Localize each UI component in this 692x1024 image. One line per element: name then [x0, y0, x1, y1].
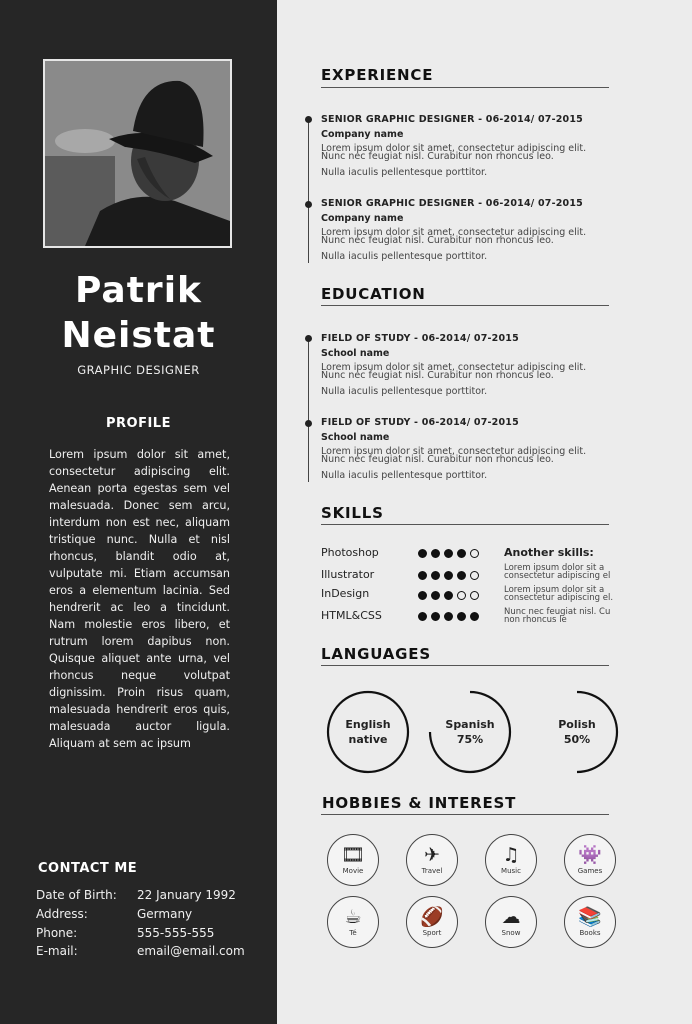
experience-heading: EXPERIENCE [321, 66, 434, 84]
school-name: School name [321, 432, 390, 443]
education-entry-title: FIELD OF STUDY - 06-2014/ 07-2015 [321, 417, 519, 428]
contact-row-phone [36, 926, 214, 940]
language-gauge [326, 690, 410, 774]
skill-name: Photoshop [321, 546, 379, 559]
hobby-label: Travel [421, 867, 443, 875]
skill-dot-filled [457, 549, 466, 558]
skill-dot-filled [418, 571, 427, 580]
other-skills-heading: Another skills: [504, 546, 594, 559]
timeline-dot [305, 201, 312, 208]
hobby-label: Music [501, 867, 521, 875]
first-name: Patrik [75, 270, 202, 311]
contact-value: 22 January 1992 [137, 888, 236, 902]
contact-label: Address: [36, 907, 88, 921]
skill-name: InDesign [321, 587, 370, 600]
contact-row-address [36, 907, 192, 921]
music-note-icon: ♫ [502, 844, 520, 866]
profile-heading: PROFILE [106, 416, 171, 431]
education-entry-text: Lorem ipsum dolor sit amet, consectetur adipiscing elit. Nunc nec feugiat nisl. Curabitur non rhoncus leo. [321, 446, 587, 465]
book-stack-icon: 📚 [578, 906, 602, 928]
other-skill-text: Lorem ipsum dolor sit a consectetur adipiscing el [504, 563, 611, 581]
skill-rating [418, 571, 479, 580]
hobby-label: Movie [342, 867, 364, 875]
divider [321, 305, 609, 306]
hobby-snow [485, 896, 537, 948]
language-level: native [348, 733, 388, 746]
education-timeline [308, 336, 309, 482]
skill-dot-empty [457, 591, 466, 600]
hobby-label: Sport [422, 929, 442, 937]
skill-dot-filled [431, 549, 440, 558]
language-level: 75% [456, 733, 484, 746]
hobby-music [485, 834, 537, 886]
film-reel-icon: 🎞 [340, 844, 366, 866]
contact-row-email [36, 944, 245, 958]
education-entry-note: Nulla iaculis pellentesque porttitor. [321, 386, 488, 397]
skill-name: HTML&CSS [321, 609, 382, 622]
other-skill-text: Lorem ipsum dolor sit a consectetur adipiscing el. [504, 585, 614, 603]
skill-dot-filled [444, 591, 453, 600]
skill-name: Illustrator [321, 568, 375, 581]
experience-entry-text: Lorem ipsum dolor sit amet, consectetur adipiscing elit. Nunc nec feugiat nisl. Curabitur non rhoncus leo. [321, 227, 587, 246]
skill-dot-empty [470, 549, 479, 558]
experience-entry-note: Nulla iaculis pellentesque porttitor. [321, 167, 488, 178]
divider [321, 665, 609, 666]
divider [321, 87, 609, 88]
contact-label: E-mail: [36, 944, 78, 958]
skill-dot-filled [444, 571, 453, 580]
company-name: Company name [321, 213, 404, 224]
skill-rating [418, 591, 479, 600]
skill-dot-filled [418, 591, 427, 600]
language-name: English [345, 718, 391, 731]
experience-entry-note: Nulla iaculis pellentesque porttitor. [321, 251, 488, 262]
contact-heading: CONTACT ME [38, 861, 138, 876]
hobby-tea [327, 896, 379, 948]
contact-label: Phone: [36, 926, 78, 940]
skill-dot-empty [470, 591, 479, 600]
space-invader-icon: 👾 [578, 844, 602, 866]
experience-entry-title: SENIOR GRAPHIC DESIGNER - 06-2014/ 07-2015 [321, 198, 583, 209]
skill-dot-filled [431, 571, 440, 580]
hobby-sport [406, 896, 458, 948]
school-name: School name [321, 348, 390, 359]
snow-cloud-icon: ☁ [501, 906, 521, 928]
hobby-books [564, 896, 616, 948]
hobby-label: Snow [501, 929, 521, 937]
language-label [428, 690, 512, 774]
football-icon: 🏈 [420, 906, 444, 928]
skill-rating [418, 549, 479, 558]
contact-value: Germany [137, 907, 193, 921]
language-name: Spanish [445, 718, 495, 731]
divider [321, 814, 609, 815]
company-name: Company name [321, 129, 404, 140]
language-gauge [428, 690, 512, 774]
skill-dot-filled [444, 549, 453, 558]
other-skill-text: Nunc nec feugiat nisl. Cu non rhoncus le [504, 607, 611, 625]
language-label [535, 690, 619, 774]
airplane-icon: ✈ [424, 844, 440, 866]
timeline-dot [305, 420, 312, 427]
divider [321, 524, 609, 525]
language-label [326, 690, 410, 774]
experience-entry-text: Lorem ipsum dolor sit amet, consectetur adipiscing elit. Nunc nec feugiat nisl. Curabitur non rhoncus leo. [321, 143, 587, 162]
languages-heading: LANGUAGES [321, 645, 431, 663]
skill-dot-filled [470, 612, 479, 621]
language-name: Polish [558, 718, 596, 731]
education-entry-title: FIELD OF STUDY - 06-2014/ 07-2015 [321, 333, 519, 344]
skills-heading: SKILLS [321, 504, 384, 522]
job-title: GRAPHIC DESIGNER [77, 363, 200, 377]
education-heading: EDUCATION [321, 285, 426, 303]
experience-entry-title: SENIOR GRAPHIC DESIGNER - 06-2014/ 07-2015 [321, 114, 583, 125]
skill-rating [418, 612, 479, 621]
experience-timeline [308, 118, 309, 263]
skill-dot-empty [470, 571, 479, 580]
skill-dot-filled [418, 549, 427, 558]
contact-value: email@email.com [137, 944, 245, 958]
hobby-label: Té [349, 929, 357, 937]
contact-value: 555-555-555 [137, 926, 215, 940]
language-gauge [535, 690, 619, 774]
teacup-icon: ☕ [344, 906, 362, 928]
hobby-games [564, 834, 616, 886]
hobby-movie [327, 834, 379, 886]
skill-dot-filled [457, 612, 466, 621]
profile-photo [43, 59, 232, 248]
hobbies-heading: HOBBIES & INTEREST [322, 794, 517, 812]
contact-label: Date of Birth: [36, 888, 117, 902]
timeline-dot [305, 335, 312, 342]
hobby-label: Books [579, 929, 601, 937]
skill-dot-filled [431, 591, 440, 600]
sidebar [0, 0, 277, 1024]
timeline-dot [305, 116, 312, 123]
main-column [277, 0, 692, 1024]
skill-dot-filled [418, 612, 427, 621]
hobby-travel [406, 834, 458, 886]
language-level: 50% [563, 733, 591, 746]
skill-dot-filled [444, 612, 453, 621]
education-entry-note: Nulla iaculis pellentesque porttitor. [321, 470, 488, 481]
last-name: Neistat [61, 315, 216, 356]
contact-row-birth [36, 888, 236, 902]
hobby-label: Games [577, 867, 603, 875]
education-entry-text: Lorem ipsum dolor sit amet, consectetur adipiscing elit. Nunc nec feugiat nisl. Curabitur non rhoncus leo. [321, 362, 587, 381]
skill-dot-filled [457, 571, 466, 580]
skill-dot-filled [431, 612, 440, 621]
profile-text: Lorem ipsum dolor sit amet, consectetur adipiscing elit. Aenean porta egestas sem vel malesuada. Donec sem arcu, interdum non est nec, aliquam tristique nunc. Nulla et nisl rhoncus, blandit odio at, vulputate mi. Etiam accumsan eros a elementum lacinia. Sed hendrerit ac leo a tincidunt. Nam molestie eros libero, et rutrum lorem dapibus non. Quisque aliquet ante urna, vel rhoncus neque volutpat dignissim. Proin risus quam, malesuada hendrerit eros quis, malesuada auctor ligula. Aliquam at sem ac ipsum [49, 448, 230, 750]
